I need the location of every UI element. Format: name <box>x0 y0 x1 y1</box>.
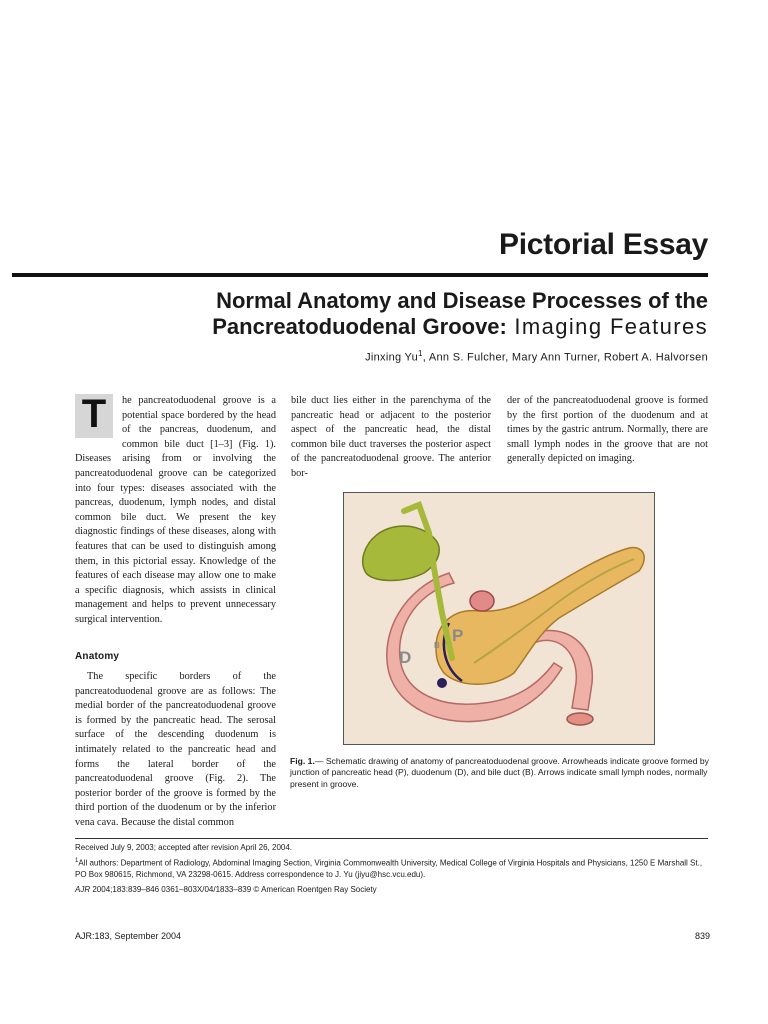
label-p: P <box>452 626 464 645</box>
figure-caption <box>290 756 710 790</box>
title-line-1: Normal Anatomy and Disease Processes of the <box>216 288 708 313</box>
anatomy-paragraph: The specific borders of the pancreatoduodenal groove are as follows: The medial border of the pancreatoduodenal groove is formed by the pancreatic head. The serosal surface of the descending duodenum is intimately related to the pancreatic head and forms the lateral border of the pancreatoduodenal groove (Fig. 2). The posterior border of the groove is formed by the third portion of the duodenum or by the inferior vena cava. Because the distal common <box>75 671 276 829</box>
title-rule <box>12 273 708 277</box>
first-author: Jinxing Yu <box>365 351 419 364</box>
footnote-rule <box>75 838 708 839</box>
caption-label: Fig. 1. <box>290 756 315 766</box>
page-number: 839 <box>694 931 710 941</box>
text-column-1 <box>75 394 276 831</box>
label-b: B <box>434 641 440 650</box>
author-footnote-marker: 1 <box>418 349 423 358</box>
intro-text: he pancreatoduodenal groove is a potential space bordered by the head of the pancreas, duodenum, and common bile duct [1–3] (Fig. 1). Diseases arising from or involving the pancreatoduodenal groove can be categorized into four types: diseases associated with the pancreas, duodenum, lymph nodes, and distal common bile duct. We present the key diagnostic findings of these diseases, along with features that can be used to distinguish among them, in this pictorial essay. Knowledge of the features of each disease may allow one to make a specific diagnosis, which assists in clinical management and helps to prevent unnecessary surgical intervention. <box>75 395 276 625</box>
received-note: Received July 9, 2003; accepted after revision April 26, 2004. <box>75 843 293 852</box>
other-authors: , Ann S. Fulcher, Mary Ann Turner, Robert A. Halvorsen <box>422 351 708 364</box>
title-line-2 <box>88 314 708 340</box>
anatomy-drawing <box>344 493 654 744</box>
anatomy-heading: Anatomy <box>75 650 120 662</box>
column-2-paragraph: bile duct lies either in the parenchyma of the pancreatic head or adjacent to the posterior aspect of the pancreatic head, the distal common bile duct traverses the posterior aspect of the pancreatoduodenal groove. The anterior bor- <box>291 395 491 479</box>
citation-journal: AJR <box>75 885 91 894</box>
figure-1-illustration <box>343 492 655 745</box>
citation-text: 2004;183:839–846 0361–803X/04/1833–839 © American Roentgen Ray Society <box>90 885 377 894</box>
citation-note <box>75 884 715 895</box>
affiliation-note <box>75 856 715 880</box>
vessel-cross-section <box>470 591 494 611</box>
section-label: Pictorial Essay <box>499 228 708 261</box>
running-footer: AJR:183, September 2004 <box>75 931 182 941</box>
column-3-paragraph: der of the pancreatoduodenal groove is formed by the first portion of the duodenum and at times by the gastric antrum. Normally, there are small lymph nodes in the groove that are not generally depicted on imaging. <box>507 395 708 465</box>
affiliation-text: All authors: Department of Radiology, Abdominal Imaging Section, Virginia Commonwealth University, Medical College of Virginia Hospitals and Physicians, 1250 E Marshall St., PO Box 980615, Richmond, VA 23298-0615. Address correspondence to J. Yu (jiyu@hsc.vcu.edu). <box>75 858 703 879</box>
drop-cap: T <box>75 394 113 438</box>
caption-text: — Schematic drawing of anatomy of pancreatoduodenal groove. Arrowheads indicate groove formed by junction of pancreatic head (P), duodenum (D), and bile duct (B). Arrows indicate small lymph nodes, normally present in groove. <box>290 756 709 789</box>
text-column-2 <box>291 394 491 482</box>
label-d: D <box>399 648 412 667</box>
jejunum-end <box>567 713 593 725</box>
title-bold-part: Pancreatoduodenal Groove: <box>212 314 507 339</box>
article-title <box>88 288 708 340</box>
lymph-node <box>437 678 447 688</box>
intro-paragraph <box>75 394 276 628</box>
title-subtitle: Imaging Features <box>506 314 708 339</box>
affiliation-marker: 1 <box>75 858 79 864</box>
text-column-3 <box>507 394 708 467</box>
author-list <box>365 349 708 364</box>
